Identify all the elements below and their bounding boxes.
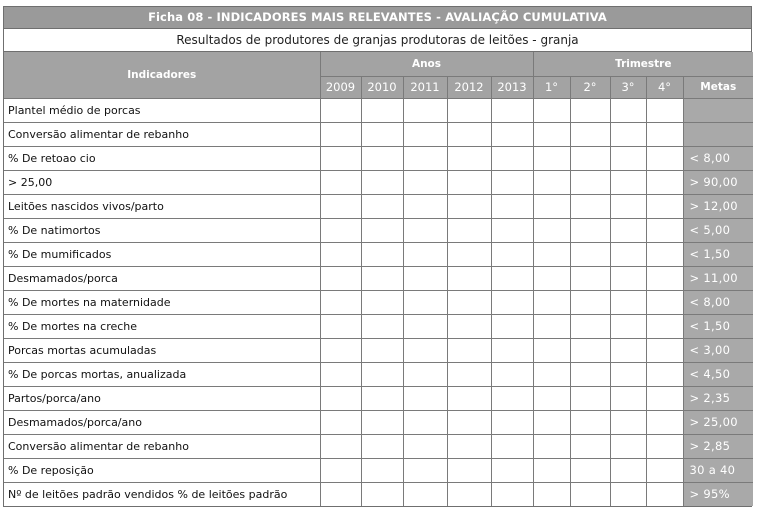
value-cell[interactable] bbox=[646, 362, 683, 386]
value-cell[interactable] bbox=[403, 146, 447, 170]
value-cell[interactable] bbox=[533, 434, 570, 458]
meta-cell: > 2,85 bbox=[683, 434, 753, 458]
value-cell[interactable] bbox=[320, 266, 361, 290]
indicator-label: % De mortes na maternidade bbox=[4, 290, 320, 314]
value-cell[interactable] bbox=[570, 482, 610, 506]
indicator-label: % De reposição bbox=[4, 458, 320, 482]
value-cell[interactable] bbox=[610, 98, 646, 122]
value-cell[interactable] bbox=[361, 410, 403, 434]
value-cell[interactable] bbox=[320, 410, 361, 434]
indicator-label: % De mortes na creche bbox=[4, 314, 320, 338]
value-cell[interactable] bbox=[447, 98, 491, 122]
meta-cell: < 1,50 bbox=[683, 314, 753, 338]
value-cell[interactable] bbox=[533, 314, 570, 338]
value-cell[interactable] bbox=[610, 122, 646, 146]
value-cell[interactable] bbox=[570, 434, 610, 458]
value-cell[interactable] bbox=[491, 386, 533, 410]
value-cell[interactable] bbox=[491, 266, 533, 290]
value-cell[interactable] bbox=[533, 218, 570, 242]
value-cell[interactable] bbox=[533, 146, 570, 170]
value-cell[interactable] bbox=[361, 386, 403, 410]
meta-cell: < 8,00 bbox=[683, 290, 753, 314]
indicator-label: Plantel médio de porcas bbox=[4, 98, 320, 122]
value-cell[interactable] bbox=[646, 434, 683, 458]
value-cell[interactable] bbox=[320, 194, 361, 218]
meta-cell: > 12,00 bbox=[683, 194, 753, 218]
indicator-label: % De porcas mortas, anualizada bbox=[4, 362, 320, 386]
value-cell[interactable] bbox=[361, 458, 403, 482]
indicator-label: Nº de leitões padrão vendidos % de leitões padrão bbox=[4, 482, 320, 506]
value-cell[interactable] bbox=[361, 146, 403, 170]
value-cell[interactable] bbox=[320, 146, 361, 170]
value-cell[interactable] bbox=[361, 434, 403, 458]
value-cell[interactable] bbox=[491, 338, 533, 362]
indicator-label: Desmamados/porca/ano bbox=[4, 410, 320, 434]
table-row bbox=[4, 170, 753, 194]
value-cell[interactable] bbox=[570, 290, 610, 314]
value-cell[interactable] bbox=[533, 242, 570, 266]
value-cell[interactable] bbox=[570, 386, 610, 410]
value-cell[interactable] bbox=[447, 170, 491, 194]
indicator-label: Partos/porca/ano bbox=[4, 386, 320, 410]
header-year: 2012 bbox=[447, 76, 491, 98]
value-cell[interactable] bbox=[491, 146, 533, 170]
sheet-subtitle: Resultados de produtores de granjas produtoras de leitões - granja bbox=[4, 29, 751, 52]
value-cell[interactable] bbox=[610, 218, 646, 242]
value-cell[interactable] bbox=[646, 98, 683, 122]
value-cell[interactable] bbox=[403, 98, 447, 122]
table-row bbox=[4, 386, 753, 410]
value-cell[interactable] bbox=[447, 410, 491, 434]
value-cell[interactable] bbox=[570, 170, 610, 194]
value-cell[interactable] bbox=[570, 338, 610, 362]
header-trimestre: Trimestre bbox=[533, 52, 753, 76]
meta-cell: > 2,35 bbox=[683, 386, 753, 410]
value-cell[interactable] bbox=[533, 386, 570, 410]
value-cell[interactable] bbox=[610, 458, 646, 482]
value-cell[interactable] bbox=[610, 410, 646, 434]
value-cell[interactable] bbox=[491, 218, 533, 242]
value-cell[interactable] bbox=[646, 170, 683, 194]
value-cell[interactable] bbox=[320, 122, 361, 146]
indicator-label: % De retoao cio bbox=[4, 146, 320, 170]
value-cell[interactable] bbox=[533, 410, 570, 434]
value-cell[interactable] bbox=[447, 194, 491, 218]
header-year: 2009 bbox=[320, 76, 361, 98]
value-cell[interactable] bbox=[320, 242, 361, 266]
value-cell[interactable] bbox=[610, 266, 646, 290]
value-cell[interactable] bbox=[361, 362, 403, 386]
meta-cell: > 95% bbox=[683, 482, 753, 506]
value-cell[interactable] bbox=[320, 170, 361, 194]
value-cell[interactable] bbox=[320, 434, 361, 458]
value-cell[interactable] bbox=[646, 266, 683, 290]
table-row bbox=[4, 338, 753, 362]
table-row bbox=[4, 482, 753, 506]
header-metas: Metas bbox=[683, 76, 753, 98]
indicator-label: Desmamados/porca bbox=[4, 266, 320, 290]
value-cell[interactable] bbox=[570, 314, 610, 338]
value-cell[interactable] bbox=[361, 218, 403, 242]
value-cell[interactable] bbox=[361, 170, 403, 194]
meta-cell: < 3,00 bbox=[683, 338, 753, 362]
value-cell[interactable] bbox=[403, 194, 447, 218]
value-cell[interactable] bbox=[320, 458, 361, 482]
value-cell[interactable] bbox=[403, 458, 447, 482]
value-cell[interactable] bbox=[447, 266, 491, 290]
value-cell[interactable] bbox=[533, 362, 570, 386]
value-cell[interactable] bbox=[610, 170, 646, 194]
table-row bbox=[4, 218, 753, 242]
value-cell[interactable] bbox=[447, 458, 491, 482]
value-cell[interactable] bbox=[610, 362, 646, 386]
value-cell[interactable] bbox=[320, 482, 361, 506]
value-cell[interactable] bbox=[403, 266, 447, 290]
value-cell[interactable] bbox=[646, 194, 683, 218]
value-cell[interactable] bbox=[533, 194, 570, 218]
value-cell[interactable] bbox=[570, 242, 610, 266]
value-cell[interactable] bbox=[610, 290, 646, 314]
value-cell[interactable] bbox=[570, 362, 610, 386]
meta-cell: > 90,00 bbox=[683, 170, 753, 194]
value-cell[interactable] bbox=[570, 98, 610, 122]
value-cell[interactable] bbox=[361, 98, 403, 122]
value-cell[interactable] bbox=[646, 386, 683, 410]
value-cell[interactable] bbox=[403, 218, 447, 242]
header-year: 2010 bbox=[361, 76, 403, 98]
sheet-title: Ficha 08 - INDICADORES MAIS RELEVANTES - AVALIAÇÃO CUMULATIVA bbox=[4, 7, 751, 29]
value-cell[interactable] bbox=[646, 482, 683, 506]
table-row bbox=[4, 362, 753, 386]
value-cell[interactable] bbox=[533, 458, 570, 482]
value-cell[interactable] bbox=[320, 386, 361, 410]
value-cell[interactable] bbox=[646, 122, 683, 146]
value-cell[interactable] bbox=[447, 338, 491, 362]
value-cell[interactable] bbox=[533, 98, 570, 122]
value-cell[interactable] bbox=[570, 194, 610, 218]
value-cell[interactable] bbox=[320, 98, 361, 122]
table-row bbox=[4, 122, 753, 146]
table-row bbox=[4, 266, 753, 290]
value-cell[interactable] bbox=[403, 386, 447, 410]
value-cell[interactable] bbox=[646, 410, 683, 434]
value-cell[interactable] bbox=[320, 218, 361, 242]
value-cell[interactable] bbox=[361, 338, 403, 362]
meta-cell: > 11,00 bbox=[683, 266, 753, 290]
value-cell[interactable] bbox=[447, 482, 491, 506]
value-cell[interactable] bbox=[533, 338, 570, 362]
indicator-label: Leitões nascidos vivos/parto bbox=[4, 194, 320, 218]
value-cell[interactable] bbox=[491, 242, 533, 266]
value-cell[interactable] bbox=[533, 482, 570, 506]
value-cell[interactable] bbox=[646, 338, 683, 362]
value-cell[interactable] bbox=[610, 194, 646, 218]
value-cell[interactable] bbox=[610, 242, 646, 266]
header-quarter: 3° bbox=[610, 76, 646, 98]
value-cell[interactable] bbox=[570, 266, 610, 290]
value-cell[interactable] bbox=[533, 290, 570, 314]
value-cell[interactable] bbox=[403, 362, 447, 386]
value-cell[interactable] bbox=[320, 338, 361, 362]
value-cell[interactable] bbox=[361, 194, 403, 218]
value-cell[interactable] bbox=[491, 314, 533, 338]
meta-cell: < 4,50 bbox=[683, 362, 753, 386]
meta-cell bbox=[683, 122, 753, 146]
header-indicadores: Indicadores bbox=[4, 52, 320, 98]
value-cell[interactable] bbox=[447, 146, 491, 170]
value-cell[interactable] bbox=[610, 482, 646, 506]
value-cell[interactable] bbox=[570, 122, 610, 146]
value-cell[interactable] bbox=[491, 98, 533, 122]
value-cell[interactable] bbox=[491, 482, 533, 506]
indicator-label: Conversão alimentar de rebanho bbox=[4, 434, 320, 458]
table-row bbox=[4, 410, 753, 434]
table-row bbox=[4, 242, 753, 266]
value-cell[interactable] bbox=[646, 146, 683, 170]
table-row bbox=[4, 434, 753, 458]
indicators-table bbox=[4, 52, 753, 506]
value-cell[interactable] bbox=[491, 122, 533, 146]
value-cell[interactable] bbox=[447, 386, 491, 410]
value-cell[interactable] bbox=[320, 290, 361, 314]
indicator-label: Porcas mortas acumuladas bbox=[4, 338, 320, 362]
value-cell[interactable] bbox=[610, 314, 646, 338]
value-cell[interactable] bbox=[447, 434, 491, 458]
value-cell[interactable] bbox=[361, 314, 403, 338]
value-cell[interactable] bbox=[491, 362, 533, 386]
value-cell[interactable] bbox=[447, 362, 491, 386]
value-cell[interactable] bbox=[491, 194, 533, 218]
value-cell[interactable] bbox=[570, 218, 610, 242]
value-cell[interactable] bbox=[491, 434, 533, 458]
value-cell[interactable] bbox=[403, 242, 447, 266]
value-cell[interactable] bbox=[447, 290, 491, 314]
header-quarter: 2° bbox=[570, 76, 610, 98]
indicator-label: Conversão alimentar de rebanho bbox=[4, 122, 320, 146]
meta-cell: < 5,00 bbox=[683, 218, 753, 242]
meta-cell: > 25,00 bbox=[683, 410, 753, 434]
value-cell[interactable] bbox=[361, 242, 403, 266]
value-cell[interactable] bbox=[403, 410, 447, 434]
meta-cell: < 8,00 bbox=[683, 146, 753, 170]
value-cell[interactable] bbox=[320, 314, 361, 338]
value-cell[interactable] bbox=[403, 482, 447, 506]
table-row bbox=[4, 290, 753, 314]
value-cell[interactable] bbox=[570, 458, 610, 482]
value-cell[interactable] bbox=[646, 458, 683, 482]
header-anos: Anos bbox=[320, 52, 533, 76]
table-row bbox=[4, 458, 753, 482]
value-cell[interactable] bbox=[610, 338, 646, 362]
indicator-label: % De natimortos bbox=[4, 218, 320, 242]
value-cell[interactable] bbox=[361, 266, 403, 290]
indicator-label: > 25,00 bbox=[4, 170, 320, 194]
value-cell[interactable] bbox=[570, 410, 610, 434]
value-cell[interactable] bbox=[491, 290, 533, 314]
value-cell[interactable] bbox=[570, 146, 610, 170]
value-cell[interactable] bbox=[491, 410, 533, 434]
value-cell[interactable] bbox=[403, 434, 447, 458]
table-row bbox=[4, 98, 753, 122]
value-cell[interactable] bbox=[533, 122, 570, 146]
meta-cell: < 1,50 bbox=[683, 242, 753, 266]
value-cell[interactable] bbox=[447, 122, 491, 146]
value-cell[interactable] bbox=[610, 386, 646, 410]
header-quarter: 4° bbox=[646, 76, 683, 98]
meta-cell bbox=[683, 98, 753, 122]
indicators-sheet bbox=[3, 6, 752, 507]
table-row bbox=[4, 314, 753, 338]
table-row bbox=[4, 194, 753, 218]
value-cell[interactable] bbox=[361, 122, 403, 146]
value-cell[interactable] bbox=[320, 362, 361, 386]
header-year: 2013 bbox=[491, 76, 533, 98]
meta-cell: 30 a 40 bbox=[683, 458, 753, 482]
value-cell[interactable] bbox=[646, 290, 683, 314]
indicators-body bbox=[4, 98, 753, 506]
value-cell[interactable] bbox=[403, 290, 447, 314]
value-cell[interactable] bbox=[533, 170, 570, 194]
value-cell[interactable] bbox=[610, 434, 646, 458]
value-cell[interactable] bbox=[447, 314, 491, 338]
value-cell[interactable] bbox=[403, 338, 447, 362]
value-cell[interactable] bbox=[491, 170, 533, 194]
value-cell[interactable] bbox=[533, 266, 570, 290]
value-cell[interactable] bbox=[361, 290, 403, 314]
header-quarter: 1° bbox=[533, 76, 570, 98]
value-cell[interactable] bbox=[361, 482, 403, 506]
value-cell[interactable] bbox=[610, 146, 646, 170]
value-cell[interactable] bbox=[491, 458, 533, 482]
indicator-label: % De mumificados bbox=[4, 242, 320, 266]
value-cell[interactable] bbox=[403, 122, 447, 146]
value-cell[interactable] bbox=[403, 170, 447, 194]
value-cell[interactable] bbox=[646, 314, 683, 338]
value-cell[interactable] bbox=[447, 218, 491, 242]
table-row bbox=[4, 146, 753, 170]
value-cell[interactable] bbox=[646, 218, 683, 242]
header-year: 2011 bbox=[403, 76, 447, 98]
value-cell[interactable] bbox=[646, 242, 683, 266]
value-cell[interactable] bbox=[447, 242, 491, 266]
value-cell[interactable] bbox=[403, 314, 447, 338]
